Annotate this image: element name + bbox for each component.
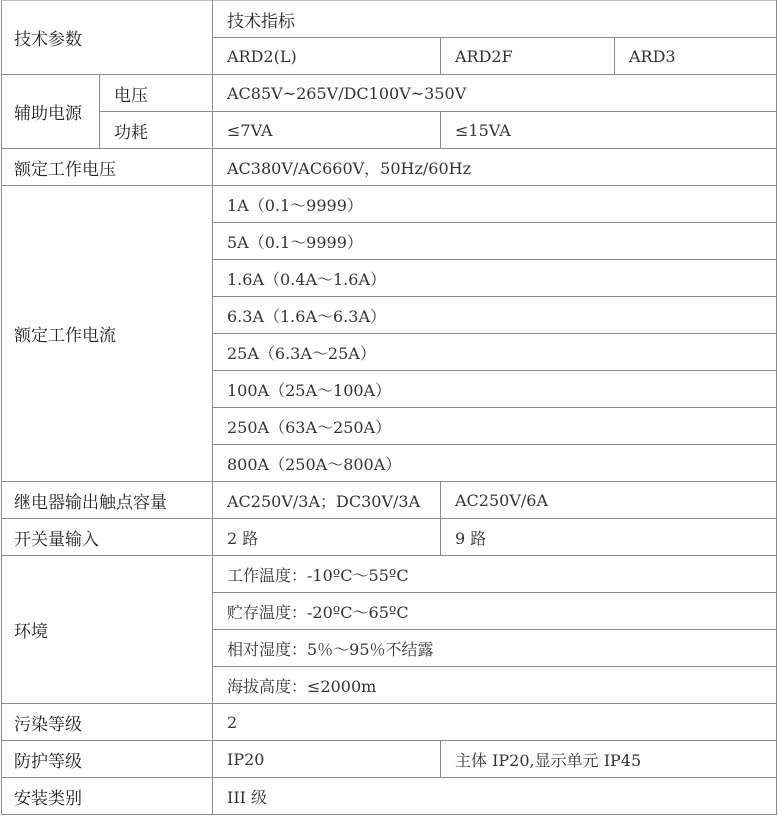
table-row	[2, 741, 777, 778]
rated-current-value: 25A（6.3A～25A）	[213, 334, 777, 371]
environment-label: 环境	[2, 556, 213, 704]
table-row	[2, 778, 777, 815]
environment-value: 贮存温度：-20ºC～65ºC	[213, 593, 777, 630]
power-value: ≤15VA	[441, 112, 777, 149]
install-label: 安装类别	[2, 778, 213, 815]
table-row	[2, 1, 777, 38]
protection-value: IP20	[213, 741, 441, 778]
rated-current-label: 额定工作电流	[2, 186, 213, 482]
table-row	[2, 112, 777, 149]
rated-current-value: 6.3A（1.6A～6.3A）	[213, 297, 777, 334]
protection-value: 主体 IP20,显示单元 IP45	[441, 741, 777, 778]
protection-label: 防护等级	[2, 741, 213, 778]
voltage-label: 电压	[100, 75, 213, 112]
model-header: ARD2(L)	[213, 38, 441, 75]
voltage-value: AC85V~265V/DC100V~350V	[213, 75, 777, 112]
table-row	[2, 75, 777, 112]
table-row	[2, 149, 777, 186]
index-header: 技术指标	[213, 1, 777, 38]
environment-value: 工作温度：-10ºC～55ºC	[213, 556, 777, 593]
rated-voltage-value: AC380V/AC660V，50Hz/60Hz	[213, 149, 777, 186]
rated-current-value: 100A（25A～100A）	[213, 371, 777, 408]
switch-input-label: 开关量输入	[2, 519, 213, 556]
power-label: 功耗	[100, 112, 213, 149]
aux-power-label: 辅助电源	[2, 75, 100, 149]
environment-value: 相对湿度：5％～95％不结露	[213, 630, 777, 667]
pollution-value: 2	[213, 704, 777, 741]
table-row	[2, 482, 777, 519]
param-header: 技术参数	[2, 1, 213, 75]
pollution-label: 污染等级	[2, 704, 213, 741]
relay-value: AC250V/6A	[441, 482, 777, 519]
rated-current-value: 1.6A（0.4A～1.6A）	[213, 260, 777, 297]
switch-input-value: 9 路	[441, 519, 777, 556]
spec-table	[1, 0, 777, 815]
rated-current-value: 5A（0.1～9999）	[213, 223, 777, 260]
rated-current-value: 1A（0.1～9999）	[213, 186, 777, 223]
power-value: ≤7VA	[213, 112, 441, 149]
table-row	[2, 704, 777, 741]
model-header: ARD2F	[441, 38, 615, 75]
table-row	[2, 556, 777, 593]
relay-label: 继电器输出触点容量	[2, 482, 213, 519]
table-row	[2, 186, 777, 223]
rated-voltage-label: 额定工作电压	[2, 149, 213, 186]
rated-current-value: 800A（250A～800A）	[213, 445, 777, 482]
table-row	[2, 519, 777, 556]
relay-value: AC250V/3A；DC30V/3A	[213, 482, 441, 519]
switch-input-value: 2 路	[213, 519, 441, 556]
rated-current-value: 250A（63A～250A）	[213, 408, 777, 445]
install-value: III 级	[213, 778, 777, 815]
environment-value: 海拔高度：≤2000m	[213, 667, 777, 704]
model-header: ARD3	[615, 38, 777, 75]
